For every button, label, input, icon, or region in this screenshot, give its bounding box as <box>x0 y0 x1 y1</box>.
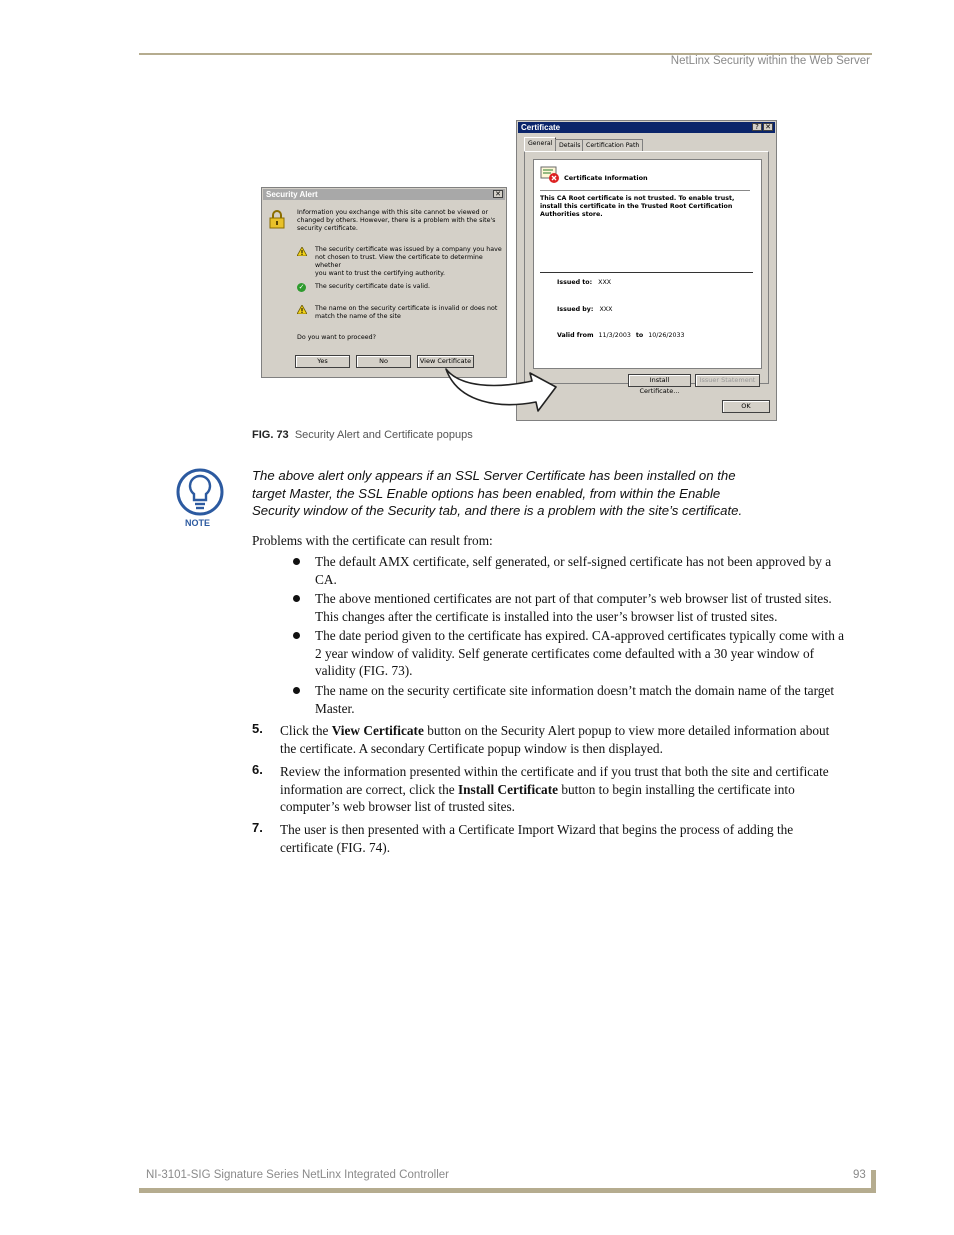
certificate-title: Certificate <box>521 123 561 132</box>
tab-details[interactable]: Details <box>555 139 584 151</box>
issued-to-value: XXX <box>598 279 612 286</box>
step-text <box>280 821 870 856</box>
step-text <box>280 763 870 816</box>
certificate-info-panel <box>533 159 762 369</box>
note-label: NOTE <box>185 518 211 528</box>
bullet-line: CA. <box>315 571 337 587</box>
step-number: 5. <box>252 721 263 736</box>
alert-item-line: The security certificate was issued by a company you have <box>315 246 502 253</box>
security-alert-titlebar <box>263 189 505 200</box>
ok-button[interactable]: OK <box>722 400 770 413</box>
bullet-line: The default AMX certificate, self generated, or self-signed certificate has not been approved by a <box>315 554 832 569</box>
padlock-icon <box>269 209 285 229</box>
note-line: target Master, the SSL Enable options has been enabled, from within the Enable <box>252 485 721 501</box>
step-line: Review the information presented within the certificate and if you trust that both the site and certificate <box>280 764 829 779</box>
issued-by-label: Issued by: <box>557 306 594 313</box>
alert-question: Do you want to proceed? <box>297 334 376 341</box>
note-line: The above alert only appears if an SSL Server Certificate has been installed on the <box>252 468 736 483</box>
view-certificate-button[interactable]: View Certificate <box>417 355 474 368</box>
note-line: Security window of the Security tab, and there is a problem with the site’s certificate. <box>252 503 743 518</box>
step-text-segment: button to begin installing the certificate into <box>558 781 795 797</box>
issued-by-value: XXX <box>599 306 613 313</box>
alert-item-line: The security certificate date is valid. <box>315 283 430 290</box>
valid-to-value: 10/26/2033 <box>648 332 685 339</box>
step-line: computer’s web browser list of trusted sites. <box>280 799 515 814</box>
security-alert-dialog <box>261 187 507 378</box>
help-icon[interactable]: ? <box>752 123 762 131</box>
close-icon[interactable]: ✕ <box>763 123 773 131</box>
bullet-line: Master. <box>315 700 355 716</box>
no-button[interactable]: No <box>356 355 411 368</box>
valid-to-label: to <box>635 332 644 339</box>
certificate-info-heading: Certificate Information <box>564 174 648 182</box>
certificate-message <box>540 195 734 219</box>
bullet-icon <box>293 632 300 639</box>
bullet-line: The above mentioned certificates are not part of that computer’s web browser list of trusted sites. <box>315 591 832 606</box>
alert-item-line: you want to trust the certifying authority. <box>315 270 446 277</box>
bullet-icon <box>293 687 300 694</box>
certificate-error-icon <box>540 166 560 184</box>
figure-caption-text: Security Alert and Certificate popups <box>294 429 473 441</box>
alert-item-date <box>315 283 430 291</box>
bullet-item <box>315 682 870 717</box>
certificate-message-line: Authorities store. <box>540 211 603 218</box>
footer-product: NI-3101-SIG Signature Series NetLinx Integrated Controller <box>146 1169 449 1181</box>
curved-arrow-icon <box>440 357 570 417</box>
check-icon: ✓ <box>298 283 305 291</box>
step-text-segment: Click the <box>280 723 332 738</box>
warning-icon <box>297 305 307 314</box>
bullet-item <box>315 590 870 625</box>
alert-intro-line: changed by others. However, there is a problem with the site's <box>297 217 496 224</box>
step-emphasis: Install Certificate <box>457 781 559 797</box>
close-icon[interactable]: ✕ <box>493 190 503 198</box>
alert-item-line: not chosen to trust. View the certificate to determine whether <box>315 254 483 269</box>
issued-to-label: Issued to: <box>557 279 593 286</box>
bullet-icon <box>293 558 300 565</box>
security-alert-title: Security Alert <box>266 190 318 199</box>
note-text <box>252 467 792 520</box>
page-number: 93 <box>853 1169 866 1181</box>
certificate-titlebar <box>518 122 775 133</box>
bullet-icon <box>293 595 300 602</box>
alert-item-line: match the name of the site <box>315 313 401 320</box>
certificate-message-line: This CA Root certificate is not trusted. To enable trust, <box>540 195 735 202</box>
step-line: certificate (FIG. 74). <box>280 839 391 855</box>
alert-intro <box>297 209 495 233</box>
alert-item-issuer <box>315 246 506 278</box>
bullet-line: This changes after the certificate is installed into the user’s browser list of trusted sites. <box>315 608 778 624</box>
certificate-message-line: install this certificate in the Trusted Root Certification <box>540 203 733 210</box>
alert-intro-line: Information you exchange with this site cannot be viewed or <box>297 209 489 216</box>
valid-row <box>557 332 685 339</box>
warning-icon <box>297 247 307 256</box>
bullet-line: validity (FIG. 73). <box>315 663 413 678</box>
step-text-segment: information are correct, click the <box>280 781 458 797</box>
tab-general[interactable]: General <box>524 137 556 151</box>
bullet-line: The date period given to the certificate has expired. CA-approved certificates typically come with a <box>315 628 845 643</box>
divider <box>540 272 753 273</box>
figure-caption <box>252 429 473 441</box>
bullet-line: 2 year window of validity. Self generate certificates come defaulted with a 30 year window of <box>315 645 815 661</box>
body-intro: Problems with the certificate can result from: <box>252 533 493 548</box>
bullet-item <box>315 553 870 588</box>
valid-from-value: 11/3/2003 <box>598 332 631 339</box>
issuer-statement-button[interactable]: Issuer Statement <box>695 374 760 387</box>
alert-intro-line: security certificate. <box>297 225 358 232</box>
step-text-segment: button on the Security Alert popup to view more detailed information about <box>423 723 830 738</box>
install-certificate-button[interactable]: Install Certificate... <box>628 374 691 387</box>
bullet-item <box>315 627 870 680</box>
step-line: The user is then presented with a Certificate Import Wizard that begins the process of adding the <box>280 822 794 837</box>
step-line: the certificate. A secondary Certificate popup window is then displayed. <box>280 740 663 756</box>
issued-by-row <box>557 306 612 313</box>
step-number: 7. <box>252 820 263 835</box>
divider <box>540 190 750 191</box>
valid-from-label: Valid from <box>557 332 594 339</box>
yes-button[interactable]: Yes <box>295 355 350 368</box>
bullet-line: The name on the security certificate site information doesn’t match the domain name of the target <box>315 683 835 698</box>
step-line <box>280 722 870 740</box>
step-line <box>280 781 870 799</box>
alert-item-name <box>315 305 497 321</box>
step-text <box>280 722 870 757</box>
alert-item-line: The name on the security certificate is invalid or does not <box>315 305 498 312</box>
footer-rule <box>139 1188 876 1193</box>
step-number: 6. <box>252 762 263 777</box>
step-emphasis: View Certificate <box>331 723 424 738</box>
header-title: NetLinx Security within the Web Server <box>670 55 870 67</box>
tab-certification-path[interactable]: Certification Path <box>582 139 643 151</box>
issued-to-row <box>557 279 611 286</box>
figure-label: FIG. 73 <box>252 429 289 441</box>
